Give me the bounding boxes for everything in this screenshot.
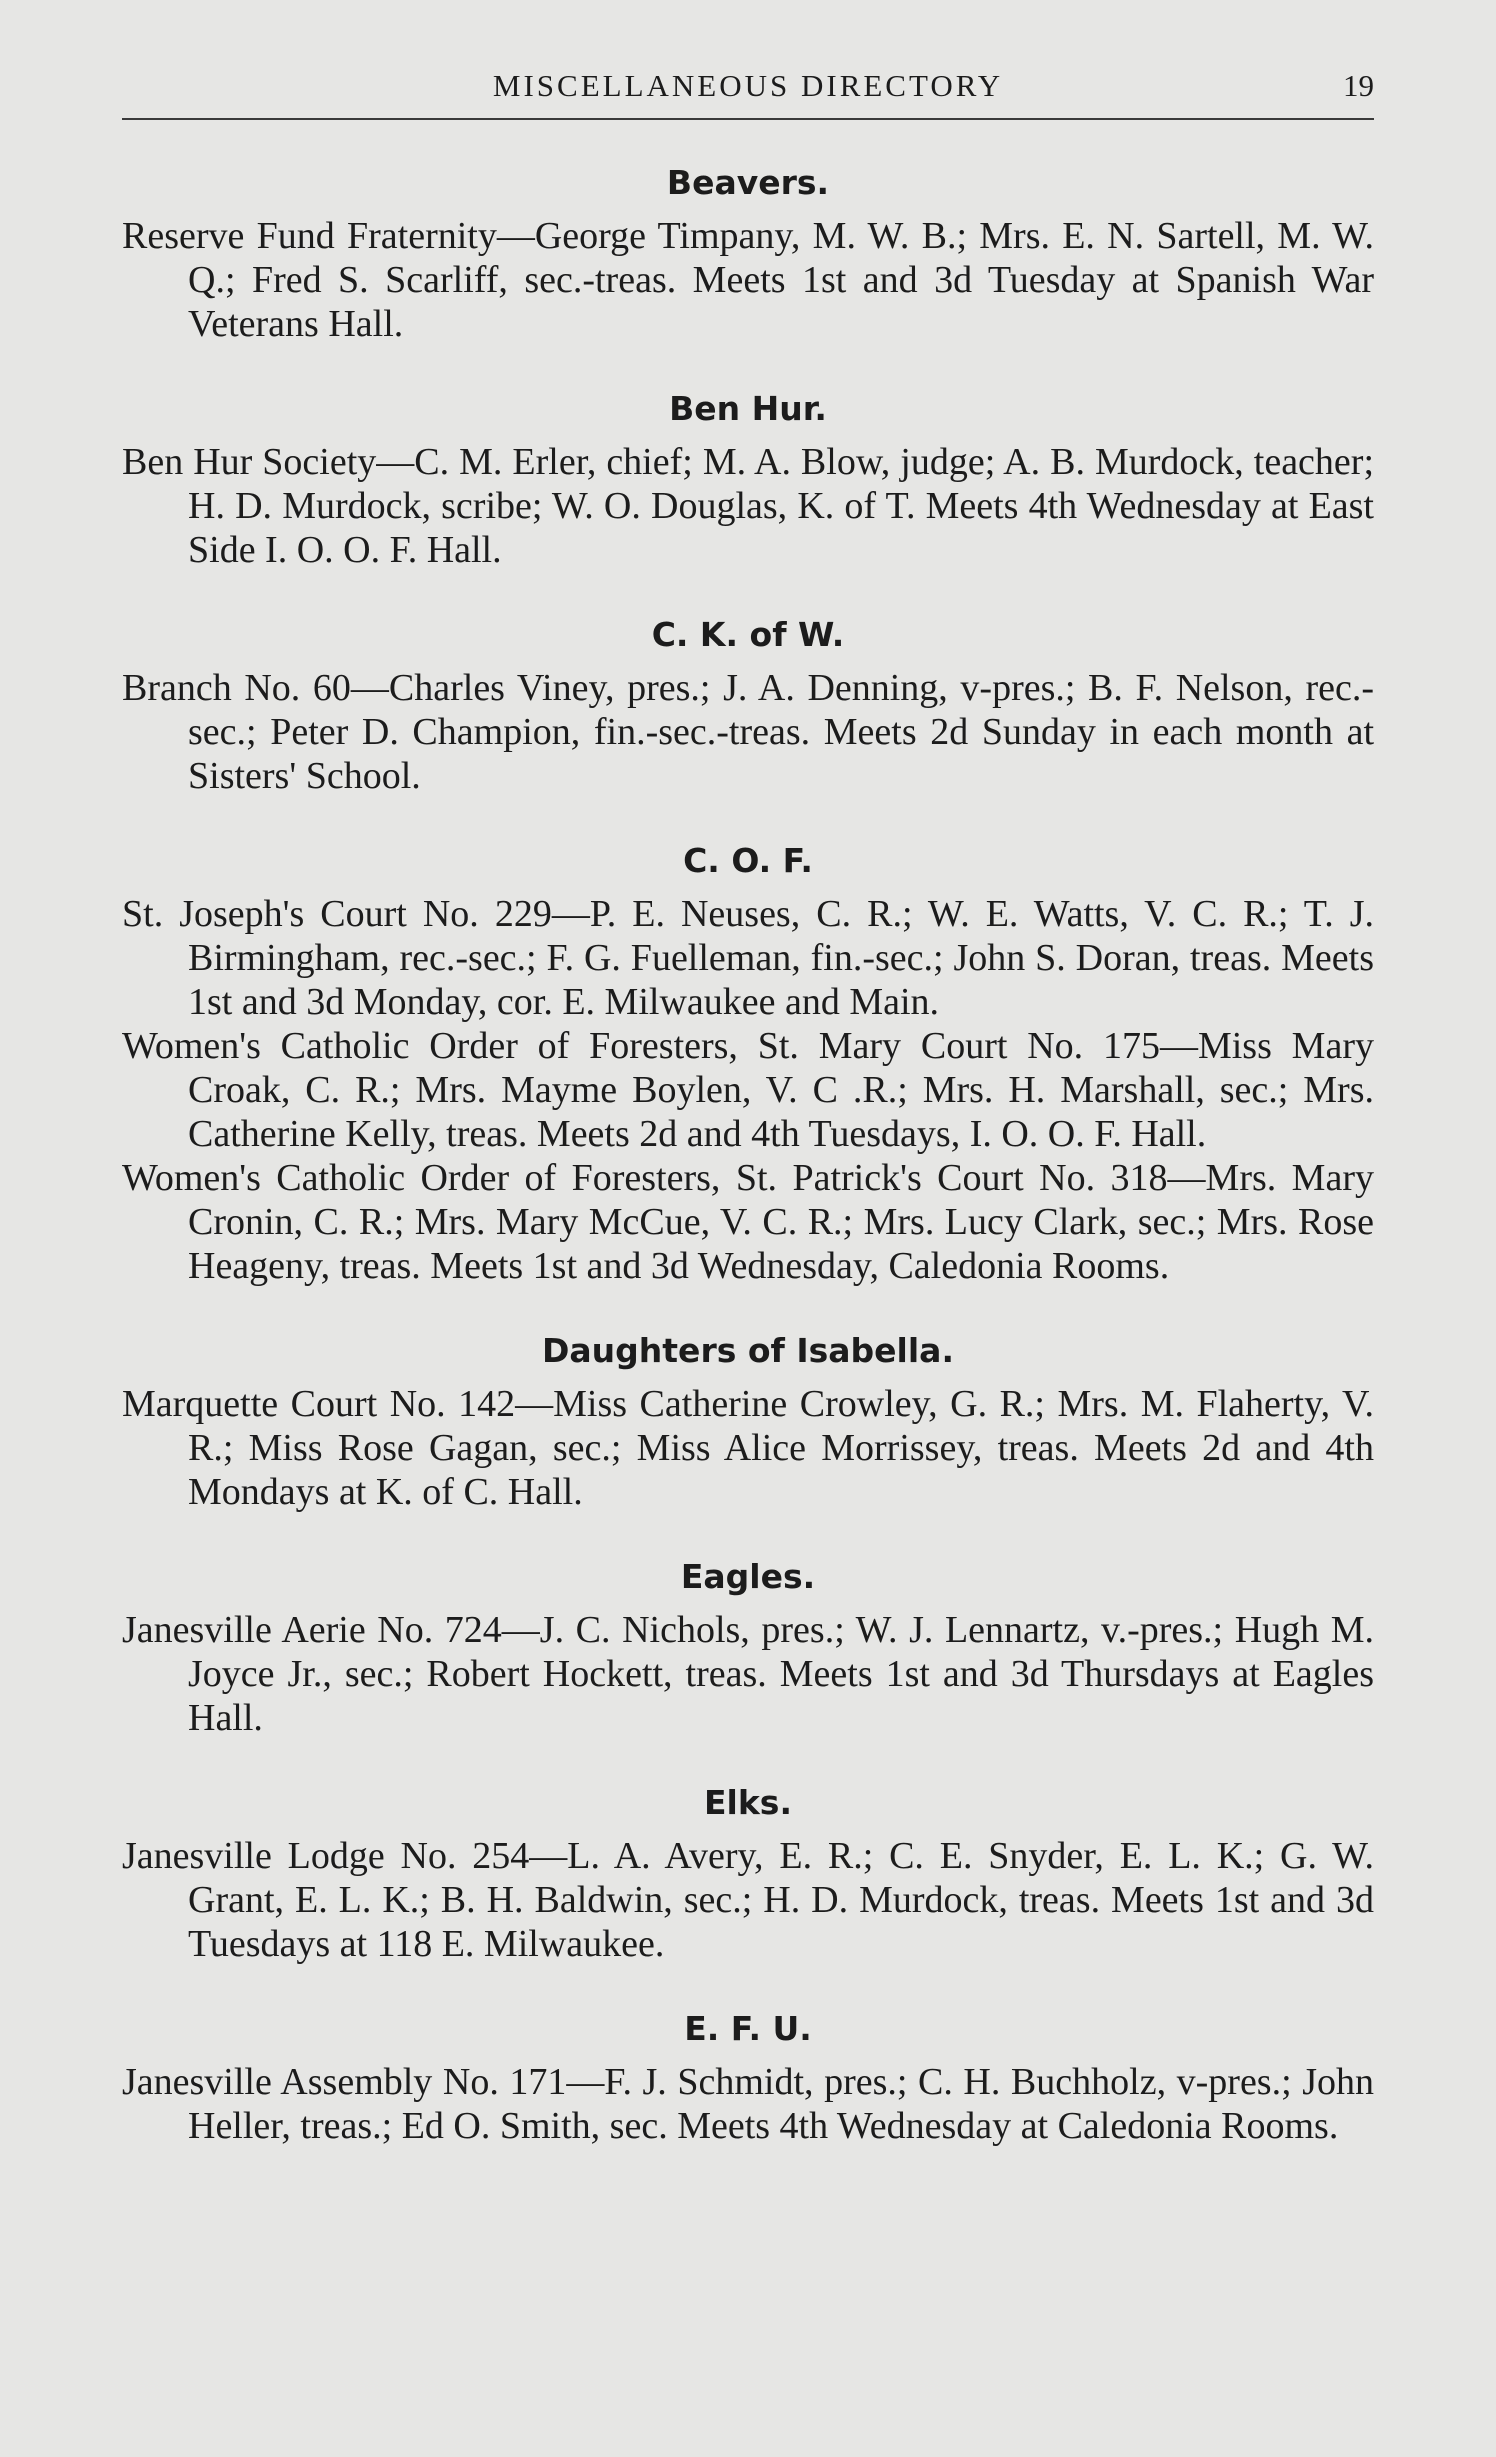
section-elks — [122, 1780, 1374, 1966]
directory-entry: Marquette Court No. 142—Miss Catherine Crowley, G. R.; Mrs. M. Flaherty, V. R.; Miss Rose Gagan, sec.; Miss Alice Morrissey, treas. Meets 2d and 4th Mondays at K. of C. Hall. — [122, 1383, 1374, 1513]
directory-content — [122, 160, 1374, 2188]
directory-entry: Branch No. 60—Charles Viney, pres.; J. A. Denning, v-pres.; B. F. Nelson, rec.-sec.; Peter D. Champion, fin.-sec.-treas. Meets 2d Sunday in each month at Sisters' School. — [122, 667, 1374, 797]
section-beavers — [122, 160, 1374, 346]
section-heading: Elks. — [704, 1783, 792, 1822]
page-header — [122, 62, 1374, 120]
directory-entry: Ben Hur Society—C. M. Erler, chief; M. A. Blow, judge; A. B. Murdock, teacher; H. D. Murdock, scribe; W. O. Douglas, K. of T. Meets 4th Wednesday at East Side I. O. O. F. Hall. — [122, 441, 1374, 571]
directory-entry: Janesville Assembly No. 171—F. J. Schmidt, pres.; C. H. Buchholz, v-pres.; John Heller, treas.; Ed O. Smith, sec. Meets 4th Wednesday at Caledonia Rooms. — [122, 2061, 1374, 2147]
section-heading: Ben Hur. — [669, 389, 827, 428]
section-heading: C. O. F. — [683, 841, 813, 880]
directory-entry: Janesville Aerie No. 724—J. C. Nichols, pres.; W. J. Lennartz, v.-pres.; Hugh M. Joyce Jr., sec.; Robert Hockett, treas. Meets 1st and 3d Thursdays at Eagles Hall. — [122, 1609, 1374, 1739]
section-heading: Daughters of Isabella. — [542, 1331, 954, 1370]
section-heading: C. K. of W. — [651, 615, 845, 654]
directory-entry: St. Joseph's Court No. 229—P. E. Neuses, C. R.; W. E. Watts, V. C. R.; T. J. Birmingham, rec.-sec.; F. G. Fuelleman, fin.-sec.; John S. Doran, treas. Meets 1st and 3d Monday, cor. E. Milwaukee and Main. — [122, 893, 1374, 1023]
section-daughters-of-isabella — [122, 1328, 1374, 1514]
directory-entry: Women's Catholic Order of Foresters, St. Mary Court No. 175—Miss Mary Croak, C. R.; Mrs. Mayme Boylen, V. C .R.; Mrs. H. Marshall, sec.; Mrs. Catherine Kelly, treas. Meets 2d and 4th Tuesdays, I. O. O. F. Hall. — [122, 1025, 1374, 1155]
section-ck-of-w — [122, 612, 1374, 798]
section-ben-hur — [122, 386, 1374, 572]
running-title: MISCELLANEOUS DIRECTORY — [492, 68, 1004, 103]
directory-entry: Women's Catholic Order of Foresters, St. Patrick's Court No. 318—Mrs. Mary Cronin, C. R.; Mrs. Mary McCue, V. C. R.; Mrs. Lucy Clark, sec.; Mrs. Rose Heageny, treas. Meets 1st and 3d Wednesday, Caledonia Rooms. — [122, 1157, 1374, 1287]
section-heading: E. F. U. — [684, 2009, 812, 2048]
section-efu — [122, 2006, 1374, 2148]
directory-entry: Janesville Lodge No. 254—L. A. Avery, E. R.; C. E. Snyder, E. L. K.; G. W. Grant, E. L. K.; B. H. Baldwin, sec.; H. D. Murdock, treas. Meets 1st and 3d Tuesdays at 118 E. Milwaukee. — [122, 1835, 1374, 1965]
section-eagles — [122, 1554, 1374, 1740]
directory-entry: Reserve Fund Fraternity—George Timpany, M. W. B.; Mrs. E. N. Sartell, M. W. Q.; Fred S. Scarliff, sec.-treas. Meets 1st and 3d Tuesday at Spanish War Veterans Hall. — [122, 215, 1374, 345]
section-heading: Eagles. — [680, 1557, 816, 1596]
page-number: 19 — [1343, 68, 1374, 103]
section-heading: Beavers. — [666, 163, 830, 202]
section-cof — [122, 838, 1374, 1288]
